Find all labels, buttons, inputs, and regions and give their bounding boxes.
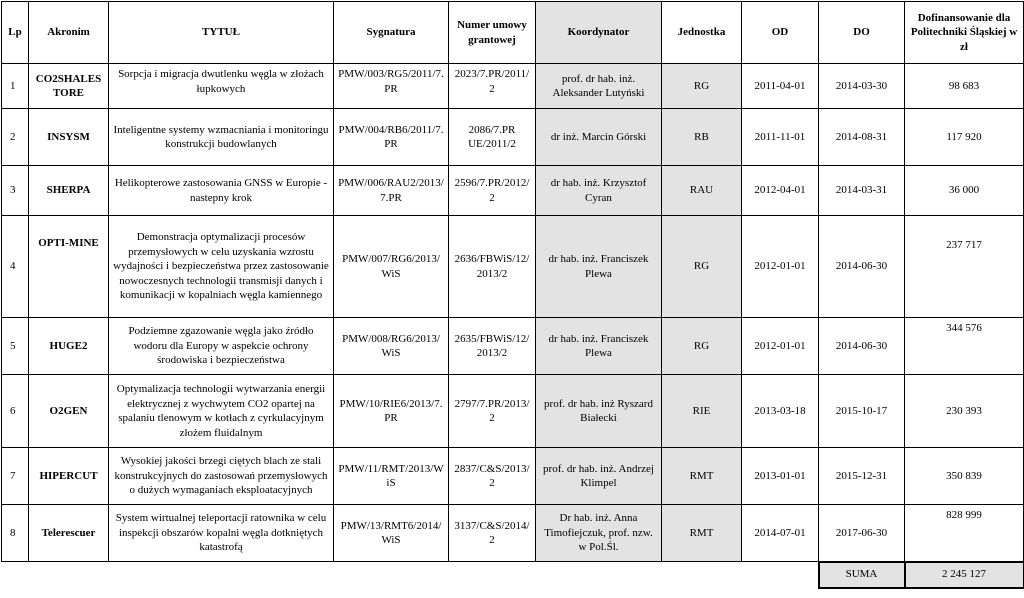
cell-dofinansowanie: 828 999 (905, 505, 1024, 562)
header-od: OD (742, 2, 819, 64)
cell-lp: 5 (2, 318, 29, 375)
cell-lp: 1 (2, 64, 29, 109)
summary-label: SUMA (819, 562, 905, 588)
cell-lp: 4 (2, 216, 29, 318)
cell-lp: 3 (2, 166, 29, 216)
cell-numer: 2797/7.PR/2013/ 2 (449, 375, 536, 448)
cell-do: 2014-03-30 (819, 64, 905, 109)
header-tytul: TYTUŁ (109, 2, 334, 64)
table-row (2, 318, 1024, 375)
cell-dofinansowanie: 237 717 (905, 216, 1024, 318)
cell-akronim: INSYSM (29, 109, 109, 166)
cell-jednostka: RMT (662, 505, 742, 562)
cell-sygnatura: PMW/006/RAU2/2013/ 7.PR (334, 166, 449, 216)
cell-numer: 2596/7.PR/2012/ 2 (449, 166, 536, 216)
cell-od: 2012-01-01 (742, 318, 819, 375)
cell-tytul: Demonstracja optymalizacji procesów przemysłowych w celu uzyskania wzrostu wydajności i bezpieczeństwa przez zastosowanie nowoczesnych technologii transmisji danych i komunikacji w kopalniach węgla kamiennego (109, 216, 334, 318)
cell-koordynator: prof. dr hab. inż. Andrzej Klimpel (536, 448, 662, 505)
cell-dofinansowanie: 117 920 (905, 109, 1024, 166)
cell-sygnatura: PMW/008/RG6/2013/ WiS (334, 318, 449, 375)
header-akronim: Akronim (29, 2, 109, 64)
cell-dofinansowanie: 230 393 (905, 375, 1024, 448)
cell-tytul: Inteligentne systemy wzmacniania i monitoringu konstrukcji budowlanych (109, 109, 334, 166)
cell-dofinansowanie: 350 839 (905, 448, 1024, 505)
header-sygnatura: Sygnatura (334, 2, 449, 64)
cell-koordynator: Dr hab. inż. Anna Timofiejczuk, prof. nzw. w Pol.Śl. (536, 505, 662, 562)
header-lp: Lp (2, 2, 29, 64)
table-row (2, 505, 1024, 562)
cell-numer: 2086/7.PR UE/2011/2 (449, 109, 536, 166)
cell-od: 2013-01-01 (742, 448, 819, 505)
cell-do: 2014-06-30 (819, 216, 905, 318)
cell-koordynator: prof. dr hab. inż Ryszard Białecki (536, 375, 662, 448)
cell-od: 2013-03-18 (742, 375, 819, 448)
table-row (2, 375, 1024, 448)
cell-jednostka: RG (662, 216, 742, 318)
table-row (2, 109, 1024, 166)
cell-sygnatura: PMW/11/RMT/2013/W iS (334, 448, 449, 505)
table-row (2, 166, 1024, 216)
header-dofinansowanie: Dofinansowanie dla Politechniki Śląskiej w zł (905, 2, 1024, 64)
cell-dofinansowanie: 36 000 (905, 166, 1024, 216)
cell-koordynator: dr hab. inż. Franciszek Plewa (536, 318, 662, 375)
cell-sygnatura: PMW/003/RG5/2011/7. PR (334, 64, 449, 109)
summary-row (2, 562, 1024, 588)
cell-akronim: SHERPA (29, 166, 109, 216)
cell-jednostka: RIE (662, 375, 742, 448)
cell-do: 2015-10-17 (819, 375, 905, 448)
cell-akronim: CO2SHALES TORE (29, 64, 109, 109)
table-row (2, 448, 1024, 505)
summary-spacer (2, 562, 819, 588)
cell-lp: 2 (2, 109, 29, 166)
cell-koordynator: dr inż. Marcin Górski (536, 109, 662, 166)
grants-table (1, 1, 1024, 589)
header-do: DO (819, 2, 905, 64)
cell-sygnatura: PMW/004/RB6/2011/7. PR (334, 109, 449, 166)
cell-numer: 3137/C&S/2014/ 2 (449, 505, 536, 562)
cell-od: 2011-04-01 (742, 64, 819, 109)
cell-tytul: Helikopterowe zastosowania GNSS w Europie - nastepny krok (109, 166, 334, 216)
cell-koordynator: dr hab. inż. Franciszek Plewa (536, 216, 662, 318)
cell-lp: 7 (2, 448, 29, 505)
cell-akronim: HUGE2 (29, 318, 109, 375)
cell-dofinansowanie: 98 683 (905, 64, 1024, 109)
cell-do: 2015-12-31 (819, 448, 905, 505)
cell-numer: 2837/C&S/2013/ 2 (449, 448, 536, 505)
cell-sygnatura: PMW/10/RIE6/2013/7. PR (334, 375, 449, 448)
cell-dofinansowanie: 344 576 (905, 318, 1024, 375)
cell-tytul: Optymalizacja technologii wytwarzania energii elektrycznej z wychwytem CO2 opartej na spalaniu tlenowym w kotłach z cyrkulacyjnym złożem fluidalnym (109, 375, 334, 448)
cell-koordynator: prof. dr hab. inż. Aleksander Lutyński (536, 64, 662, 109)
cell-od: 2014-07-01 (742, 505, 819, 562)
table-row (2, 64, 1024, 109)
cell-jednostka: RG (662, 318, 742, 375)
cell-numer: 2023/7.PR/2011/ 2 (449, 64, 536, 109)
cell-sygnatura: PMW/007/RG6/2013/ WiS (334, 216, 449, 318)
header-koordynator: Koordynator (536, 2, 662, 64)
cell-jednostka: RG (662, 64, 742, 109)
cell-jednostka: RMT (662, 448, 742, 505)
cell-tytul: Podziemne zgazowanie węgla jako źródło wodoru dla Europy w aspekcie ochrony środowiska i bezpieczeństwa (109, 318, 334, 375)
cell-do: 2014-06-30 (819, 318, 905, 375)
cell-do: 2014-08-31 (819, 109, 905, 166)
cell-numer: 2636/FBWiS/12/ 2013/2 (449, 216, 536, 318)
cell-od: 2011-11-01 (742, 109, 819, 166)
cell-jednostka: RAU (662, 166, 742, 216)
cell-tytul: Sorpcja i migracja dwutlenku węgla w złożach łupkowych (109, 64, 334, 109)
header-row (2, 2, 1024, 64)
table-row (2, 216, 1024, 318)
cell-lp: 6 (2, 375, 29, 448)
cell-akronim: OPTI-MINE (29, 216, 109, 318)
cell-do: 2014-03-31 (819, 166, 905, 216)
cell-od: 2012-04-01 (742, 166, 819, 216)
cell-koordynator: dr hab. inż. Krzysztof Cyran (536, 166, 662, 216)
summary-value: 2 245 127 (905, 562, 1024, 588)
cell-lp: 8 (2, 505, 29, 562)
header-numer: Numer umowy grantowej (449, 2, 536, 64)
cell-od: 2012-01-01 (742, 216, 819, 318)
cell-akronim: HIPERCUT (29, 448, 109, 505)
cell-akronim: Telerescuer (29, 505, 109, 562)
cell-numer: 2635/FBWiS/12/ 2013/2 (449, 318, 536, 375)
header-jednostka: Jednostka (662, 2, 742, 64)
cell-jednostka: RB (662, 109, 742, 166)
cell-akronim: O2GEN (29, 375, 109, 448)
cell-sygnatura: PMW/13/RMT6/2014/ WiS (334, 505, 449, 562)
cell-tytul: System wirtualnej teleportacji ratownika w celu inspekcji obszarów kopalni węgla dotkniętych katastrofą (109, 505, 334, 562)
cell-tytul: Wysokiej jakości brzegi ciętych blach ze stali konstrukcyjnych do zastosowań przemysłowych o dużych wymaganiach eksploatacyjnych (109, 448, 334, 505)
cell-do: 2017-06-30 (819, 505, 905, 562)
